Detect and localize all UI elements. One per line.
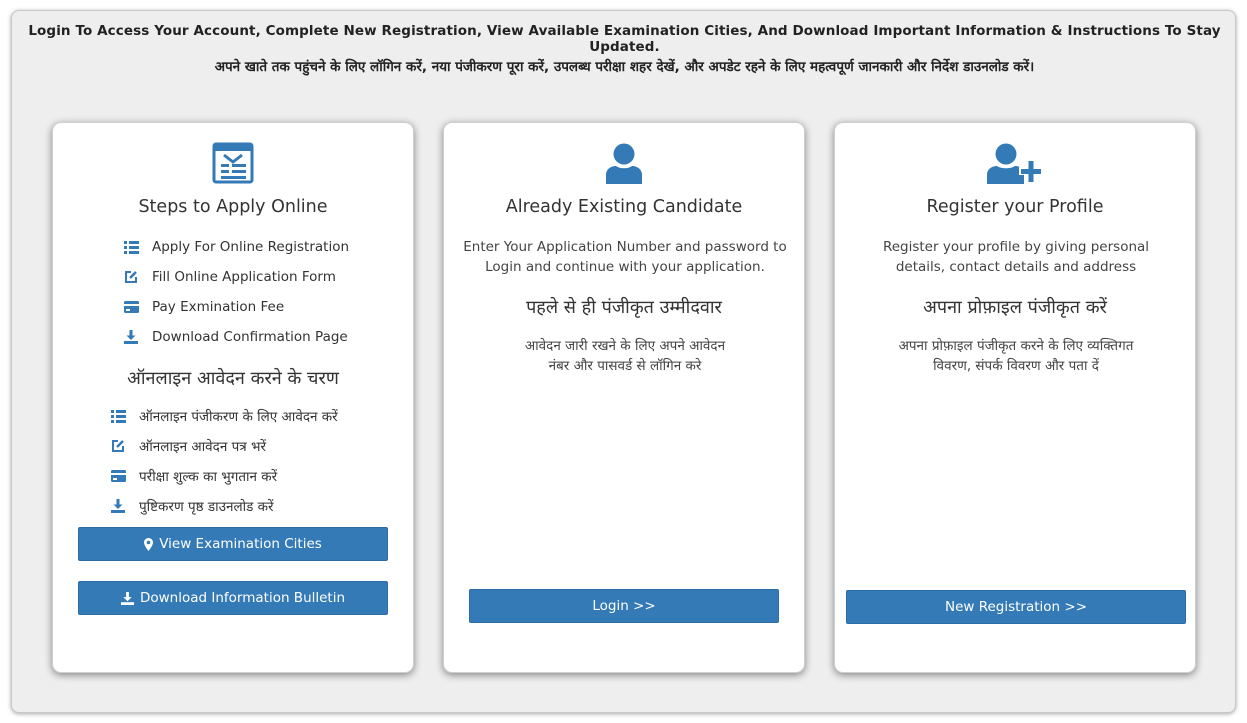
register-description-line: details, contact details and address (895, 259, 1137, 275)
intro-text-hindi: अपने खाते तक पहुंचने के लिए लॉगिन करें, नया पंजीकरण पूरा करें, उपलब्ध परीक्षा शहर देखें, और अपडेट रहने के लिए महत्वपूर्ण जानकारी और निर्देश डाउनलोड करें। (214, 59, 1035, 75)
list-item (123, 267, 336, 287)
register-description-line: Register your profile by giving personal (882, 239, 1150, 255)
register-card-title: Register your Profile (926, 197, 1104, 217)
login-card-description (459, 237, 791, 277)
register-card-title-hindi: अपना प्रोफ़ाइल पंजीकृत करें (923, 297, 1107, 318)
login-button[interactable]: Login >> (469, 589, 779, 623)
download-icon (121, 592, 134, 605)
login-card (443, 122, 805, 673)
main-panel (11, 10, 1236, 713)
credit-card-icon (123, 300, 139, 314)
login-description-hindi-line: नंबर और पासवर्ड से लॉगिन करे (548, 358, 702, 374)
login-description-line: Login and continue with your application. (485, 259, 765, 275)
step-label: Apply For Online Registration (152, 239, 350, 255)
step-label: Download Confirmation Page (152, 329, 348, 345)
download-information-bulletin-button[interactable] (78, 581, 388, 615)
step-label: Pay Exmination Fee (152, 299, 285, 315)
download-information-bulletin-label: Download Information Bulletin (139, 590, 346, 606)
list-item (110, 496, 274, 516)
view-examination-cities-label: View Examination Cities (159, 536, 322, 552)
register-card (834, 122, 1196, 673)
register-card-description (850, 237, 1182, 277)
login-card-description-hindi (459, 336, 791, 376)
step-label: ऑनलाइन पंजीकरण के लिए आवेदन करें (139, 409, 338, 425)
intro-text-english: Login To Access Your Account, Complete New Registration, View Available Examination Cities, And Download Important Information & Instructions To Stay Updated. (28, 23, 1221, 55)
view-examination-cities-button[interactable] (78, 527, 388, 561)
login-description-hindi-line: आवेदन जारी रखने के लिए अपने आवेदन (524, 338, 726, 354)
new-registration-button[interactable]: New Registration >> (846, 590, 1186, 624)
list-item (110, 466, 277, 486)
step-label: पुष्टिकरण पृष्ठ डाउनलोड करें (139, 499, 274, 515)
user-add-icon (835, 143, 1195, 184)
list-item (123, 297, 284, 317)
step-label: Fill Online Application Form (152, 269, 336, 285)
login-card-title-hindi: पहले से ही पंजीकृत उम्मीदवार (526, 297, 722, 318)
steps-card-title-hindi: ऑनलाइन आवेदन करने के चरण (127, 368, 339, 389)
step-label: ऑनलाइन आवेदन पत्र भरें (139, 439, 267, 455)
user-icon (444, 143, 804, 184)
list-item (123, 237, 349, 257)
credit-card-icon (110, 469, 126, 483)
steps-card-title: Steps to Apply Online (138, 197, 328, 217)
download-icon (123, 330, 139, 344)
edit-icon (110, 439, 126, 453)
list-icon (110, 409, 126, 423)
login-description-line: Enter Your Application Number and password to (463, 239, 787, 255)
form-document-icon (53, 142, 413, 184)
step-label: परीक्षा शुल्क का भुगतान करें (139, 469, 278, 485)
login-card-title: Already Existing Candidate (505, 197, 743, 217)
download-icon (110, 499, 126, 513)
map-marker-icon (144, 538, 153, 551)
register-description-hindi-line: अपना प्रोफ़ाइल पंजीकृत करने के लिए व्यक्तिगत (898, 338, 1134, 354)
edit-icon (123, 270, 139, 284)
register-description-hindi-line: विवरण, संपर्क विवरण और पता दें (933, 358, 1099, 374)
register-card-description-hindi (850, 336, 1182, 376)
list-item (110, 406, 338, 426)
steps-card (52, 122, 414, 673)
list-icon (123, 240, 139, 254)
list-item (123, 327, 348, 347)
list-item (110, 436, 266, 456)
